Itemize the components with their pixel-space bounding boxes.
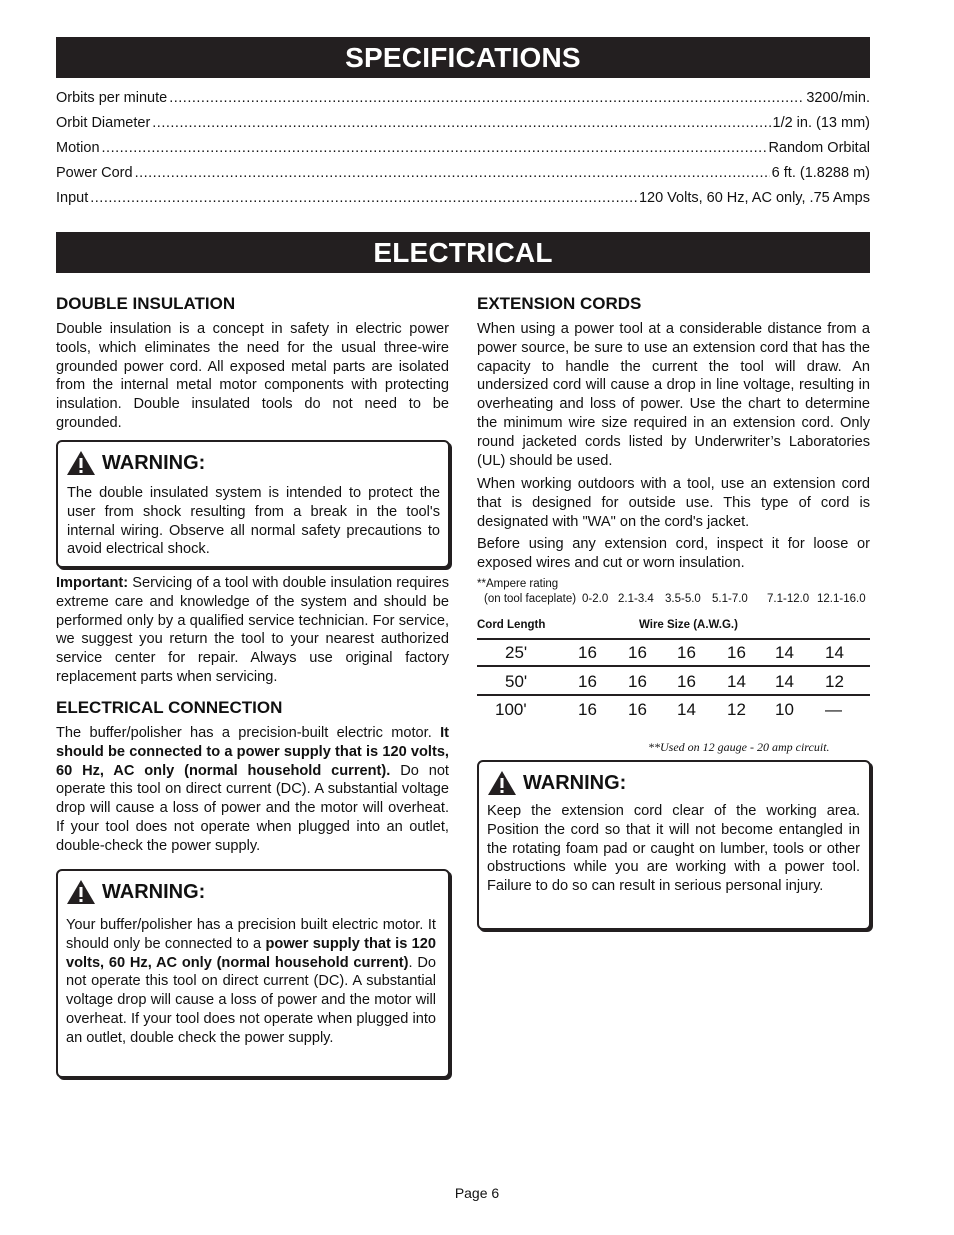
spec-value: 3200/min. <box>806 90 870 106</box>
spec-label: Power Cord <box>56 165 133 181</box>
leader-dots <box>135 165 770 181</box>
extension-cords-paragraph-2: When working outdoors with a tool, use an extension cord that is designed for outside use. This type of cord is designated with "WA" on the cord's jacket. <box>477 476 870 530</box>
double-insulation-text: Double insulation is a concept in safety in electric power tools, which eliminates the need for the usual three-wire grounded power cord. All exposed metal parts are isolated from the internal metal motor components with protecting insulation. Double insulated tools do not need to be grounded. <box>56 321 449 431</box>
leader-dots <box>102 140 767 156</box>
leader-dots <box>169 90 804 106</box>
wire-size-cell: 16 <box>628 700 647 719</box>
wire-size-cell: 16 <box>578 672 597 691</box>
cord-length-cell: 25' <box>505 643 528 662</box>
ampere-range: 3.5-5.0 <box>665 593 701 605</box>
ampere-range: 2.1-3.4 <box>618 593 654 605</box>
warning-heading <box>66 879 205 905</box>
wire-size-cell: — <box>825 700 842 719</box>
electrical-title: ELECTRICAL <box>373 237 553 268</box>
warning-box-motor <box>56 869 450 1078</box>
warning-triangle-icon <box>487 770 517 796</box>
ampere-range: 7.1-12.0 <box>767 593 810 605</box>
warning-title: WARNING: <box>523 771 627 794</box>
spec-row-power-cord <box>56 165 870 185</box>
extension-cords-heading: EXTENSION CORDS <box>477 294 642 313</box>
table-rule <box>477 694 870 696</box>
warning-text-a: Your buffer/polisher has a precision built electric motor. It should only be connected to a <box>66 917 436 952</box>
warning-text <box>66 916 436 1048</box>
wire-size-header: Wire Size (A.W.G.) <box>639 619 738 631</box>
ampere-range: 0-2.0 <box>582 593 609 605</box>
wire-size-cell: 14 <box>825 643 844 662</box>
spec-value: Random Orbital <box>768 140 870 156</box>
table-rule <box>477 665 870 667</box>
wire-size-cell: 14 <box>727 672 746 691</box>
electrical-connection-text-b: Do not operate this tool on direct current (DC). A substantial voltage drop will cause a loss of power and the motor will overheat. If your tool does not operate when plugged into an outlet, double-check the power supply. <box>56 762 449 854</box>
spec-row-motion <box>56 140 870 160</box>
warning-triangle-icon <box>66 450 96 476</box>
wire-size-cell: 12 <box>825 672 844 691</box>
spec-row-orbit-diameter <box>56 115 870 135</box>
spec-label: Orbit Diameter <box>56 115 151 131</box>
wire-size-cell: 16 <box>628 643 647 662</box>
wire-size-cell: 16 <box>677 672 696 691</box>
spec-label: Input <box>56 190 89 206</box>
wire-size-cell: 16 <box>578 700 597 719</box>
wire-size-cell: 16 <box>727 643 746 662</box>
warning-title: WARNING: <box>102 451 206 474</box>
warning-text: Keep the extension cord clear of the working area. Position the cord so that it will not become entangled in the rotating foam pad or caught on lumber, tools or other obstructions while you are working with a power tool. Failure to do so can result in serious personal injury. <box>487 803 860 895</box>
wire-size-cell: 16 <box>677 643 696 662</box>
wire-size-cell: 16 <box>578 643 597 662</box>
spec-value: 1/2 in. (13 mm) <box>772 115 870 131</box>
ampere-range: 5.1-7.0 <box>712 593 748 605</box>
warning-heading <box>66 450 205 476</box>
cord-length-cell: 100' <box>495 700 527 719</box>
wire-size-cell: 14 <box>677 700 696 719</box>
warning-heading <box>487 770 626 796</box>
spec-label: Orbits per minute <box>56 90 168 106</box>
spec-value: 120 Volts, 60 Hz, AC only, .75 Amps <box>638 190 870 206</box>
extension-cords-paragraph-1: When using a power tool at a considerable distance from a power source, be sure to use an extension cord that has the capacity to handle the current the tool will draw. An undersized cord will cause a drop in line voltage, resulting in overheating and loss of power. Use the chart to determine the minimum wire size required in an extension cord. Only round jacketed cords listed by Underwriter’s Laboratories (UL) should be used. <box>477 321 870 469</box>
wire-size-cell: 14 <box>775 672 794 691</box>
electrical-connection-text <box>56 724 449 856</box>
ampere-rating-label: **Ampere rating <box>477 578 559 590</box>
spec-row-orbits <box>56 90 870 110</box>
double-insulation-heading: DOUBLE INSULATION <box>56 294 236 313</box>
table-footnote: **Used on 12 gauge - 20 amp circuit. <box>648 740 830 754</box>
ampere-range: 12.1-16.0 <box>817 593 866 605</box>
spec-row-input <box>56 190 870 210</box>
extension-cords-paragraph-3: Before using any extension cord, inspect it for loose or exposed wires and cut or worn insulation. <box>477 536 870 571</box>
important-paragraph <box>56 574 449 687</box>
warning-box-double-insulation <box>56 440 450 568</box>
leader-dots <box>90 190 637 206</box>
spec-value: 6 ft. (1.8288 m) <box>771 165 870 181</box>
wire-size-cell: 14 <box>775 643 794 662</box>
faceplate-label: (on tool faceplate) <box>484 593 577 605</box>
warning-box-extension-cord <box>477 760 871 930</box>
page-number: Page 6 <box>454 1185 500 1201</box>
electrical-banner <box>56 232 870 273</box>
wire-size-cell: 16 <box>628 672 647 691</box>
warning-triangle-icon <box>66 879 96 905</box>
important-text: Servicing of a tool with double insulation requires extreme care and knowledge of the system and should be performed only by a qualified service technician. For service, we suggest you return the tool to your nearest authorized service center for repair. Always use original factory replacement parts when servicing. <box>56 575 449 685</box>
wire-size-cell: 10 <box>775 700 794 719</box>
electrical-connection-bold: It should be connected to a power supply that is 120 volts, 60 Hz, AC only (normal household current). <box>56 725 449 779</box>
specifications-banner <box>56 37 870 78</box>
wire-size-cell: 12 <box>727 700 746 719</box>
table-rule <box>477 638 870 640</box>
cord-length-cell: 50' <box>505 672 528 691</box>
spec-label: Motion <box>56 140 100 156</box>
important-label: Important: <box>56 575 129 591</box>
warning-text-bold: power supply that is 120 volts, 60 Hz, AC only (normal household current) <box>66 935 437 971</box>
warning-text: The double insulated system is intended to protect the user from shock resulting from a break in the tool's internal wiring. Observe all normal safety precautions to avoid electrical shock. <box>67 485 440 558</box>
specifications-title: SPECIFICATIONS <box>345 42 581 73</box>
electrical-connection-heading: ELECTRICAL CONNECTION <box>56 698 283 717</box>
cord-length-header: Cord Length <box>477 619 546 631</box>
table-row <box>477 698 870 726</box>
leader-dots <box>152 115 770 131</box>
electrical-connection-text-a: The buffer/polisher has a precision-built electric motor. <box>56 725 432 741</box>
warning-title: WARNING: <box>102 880 206 903</box>
warning-text-b: . Do not operate this tool on direct current (DC). A substantial voltage drop will cause a loss of power and the motor will overheat. If your tool does not operate when plugged into an outlet, double check the power supply. <box>66 954 437 1046</box>
